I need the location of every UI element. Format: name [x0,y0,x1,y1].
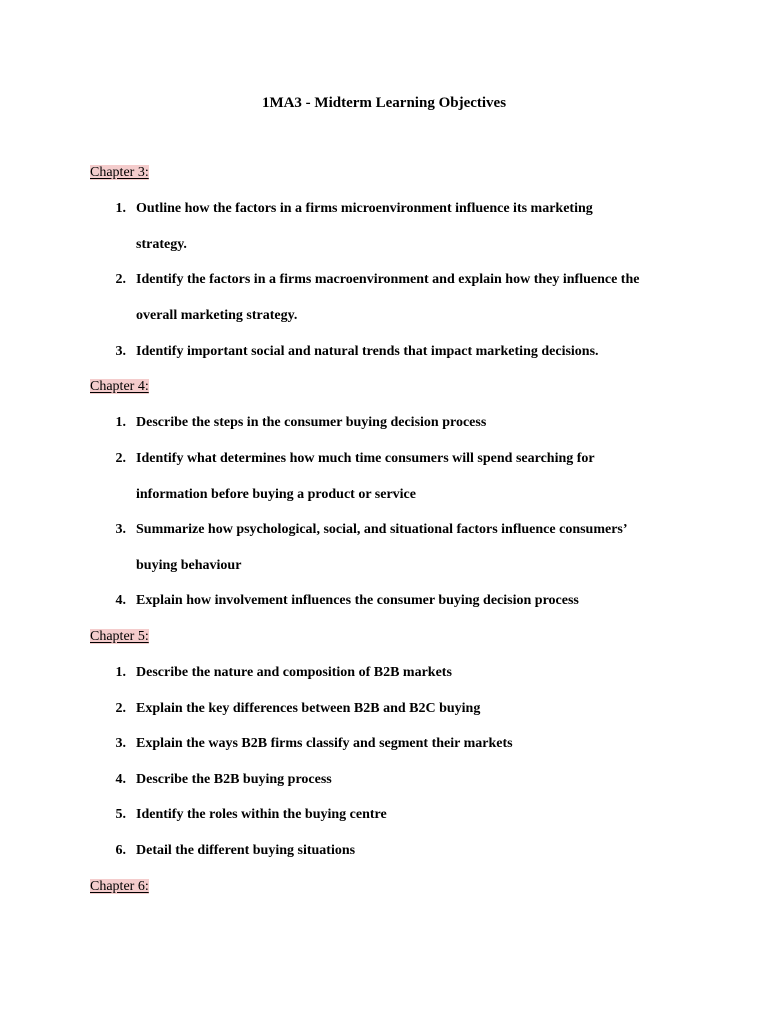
objective-text: strategy. [136,237,187,252]
objective-text: Outline how the factors in a firms microenvironment influence its marketing [136,201,593,216]
chapter-heading-label: Chapter 4: [90,379,149,394]
objective-text: Explain the ways B2B firms classify and segment their markets [136,736,513,751]
objective-text: Describe the steps in the consumer buying decision process [136,415,487,430]
objective-number: 1. [115,201,126,216]
chapter-heading [90,878,149,896]
objective-number: 2. [115,701,126,716]
objective-number: 4. [115,772,126,787]
objective-text: Identify important social and natural trends that impact marketing decisions. [136,344,599,359]
objective-text: Identify what determines how much time consumers will spend searching for [136,451,595,466]
objective-text: information before buying a product or service [136,487,416,502]
objective-number: 3. [115,522,126,537]
objective-text: Summarize how psychological, social, and situational factors influence consumers’ [136,522,628,537]
objective-number: 1. [115,665,126,680]
objective-number: 3. [115,344,126,359]
objective-number: 6. [115,843,126,858]
chapter-heading [90,378,149,396]
objective-number: 2. [115,272,126,287]
objective-number: 1. [115,415,126,430]
objective-text: buying behaviour [136,558,242,573]
objective-text: Describe the B2B buying process [136,772,332,787]
objective-number: 5. [115,807,126,822]
chapter-heading [90,628,149,646]
objective-number: 3. [115,736,126,751]
objective-number: 4. [115,593,126,608]
chapter-heading-label: Chapter 6: [90,879,149,894]
objective-text: Describe the nature and composition of B2B markets [136,665,452,680]
objective-text: Identify the factors in a firms macroenvironment and explain how they influence the [136,272,640,287]
chapter-heading-label: Chapter 5: [90,629,149,644]
objective-text: Explain the key differences between B2B and B2C buying [136,701,481,716]
objective-text: overall marketing strategy. [136,308,298,323]
document-title: 1MA3 - Midterm Learning Objectives [261,95,507,111]
objective-number: 2. [115,451,126,466]
objective-text: Detail the different buying situations [136,843,356,858]
objective-text: Identify the roles within the buying centre [136,807,387,822]
chapter-heading [90,164,149,182]
objective-text: Explain how involvement influences the consumer buying decision process [136,593,579,608]
chapter-heading-label: Chapter 3: [90,165,149,180]
